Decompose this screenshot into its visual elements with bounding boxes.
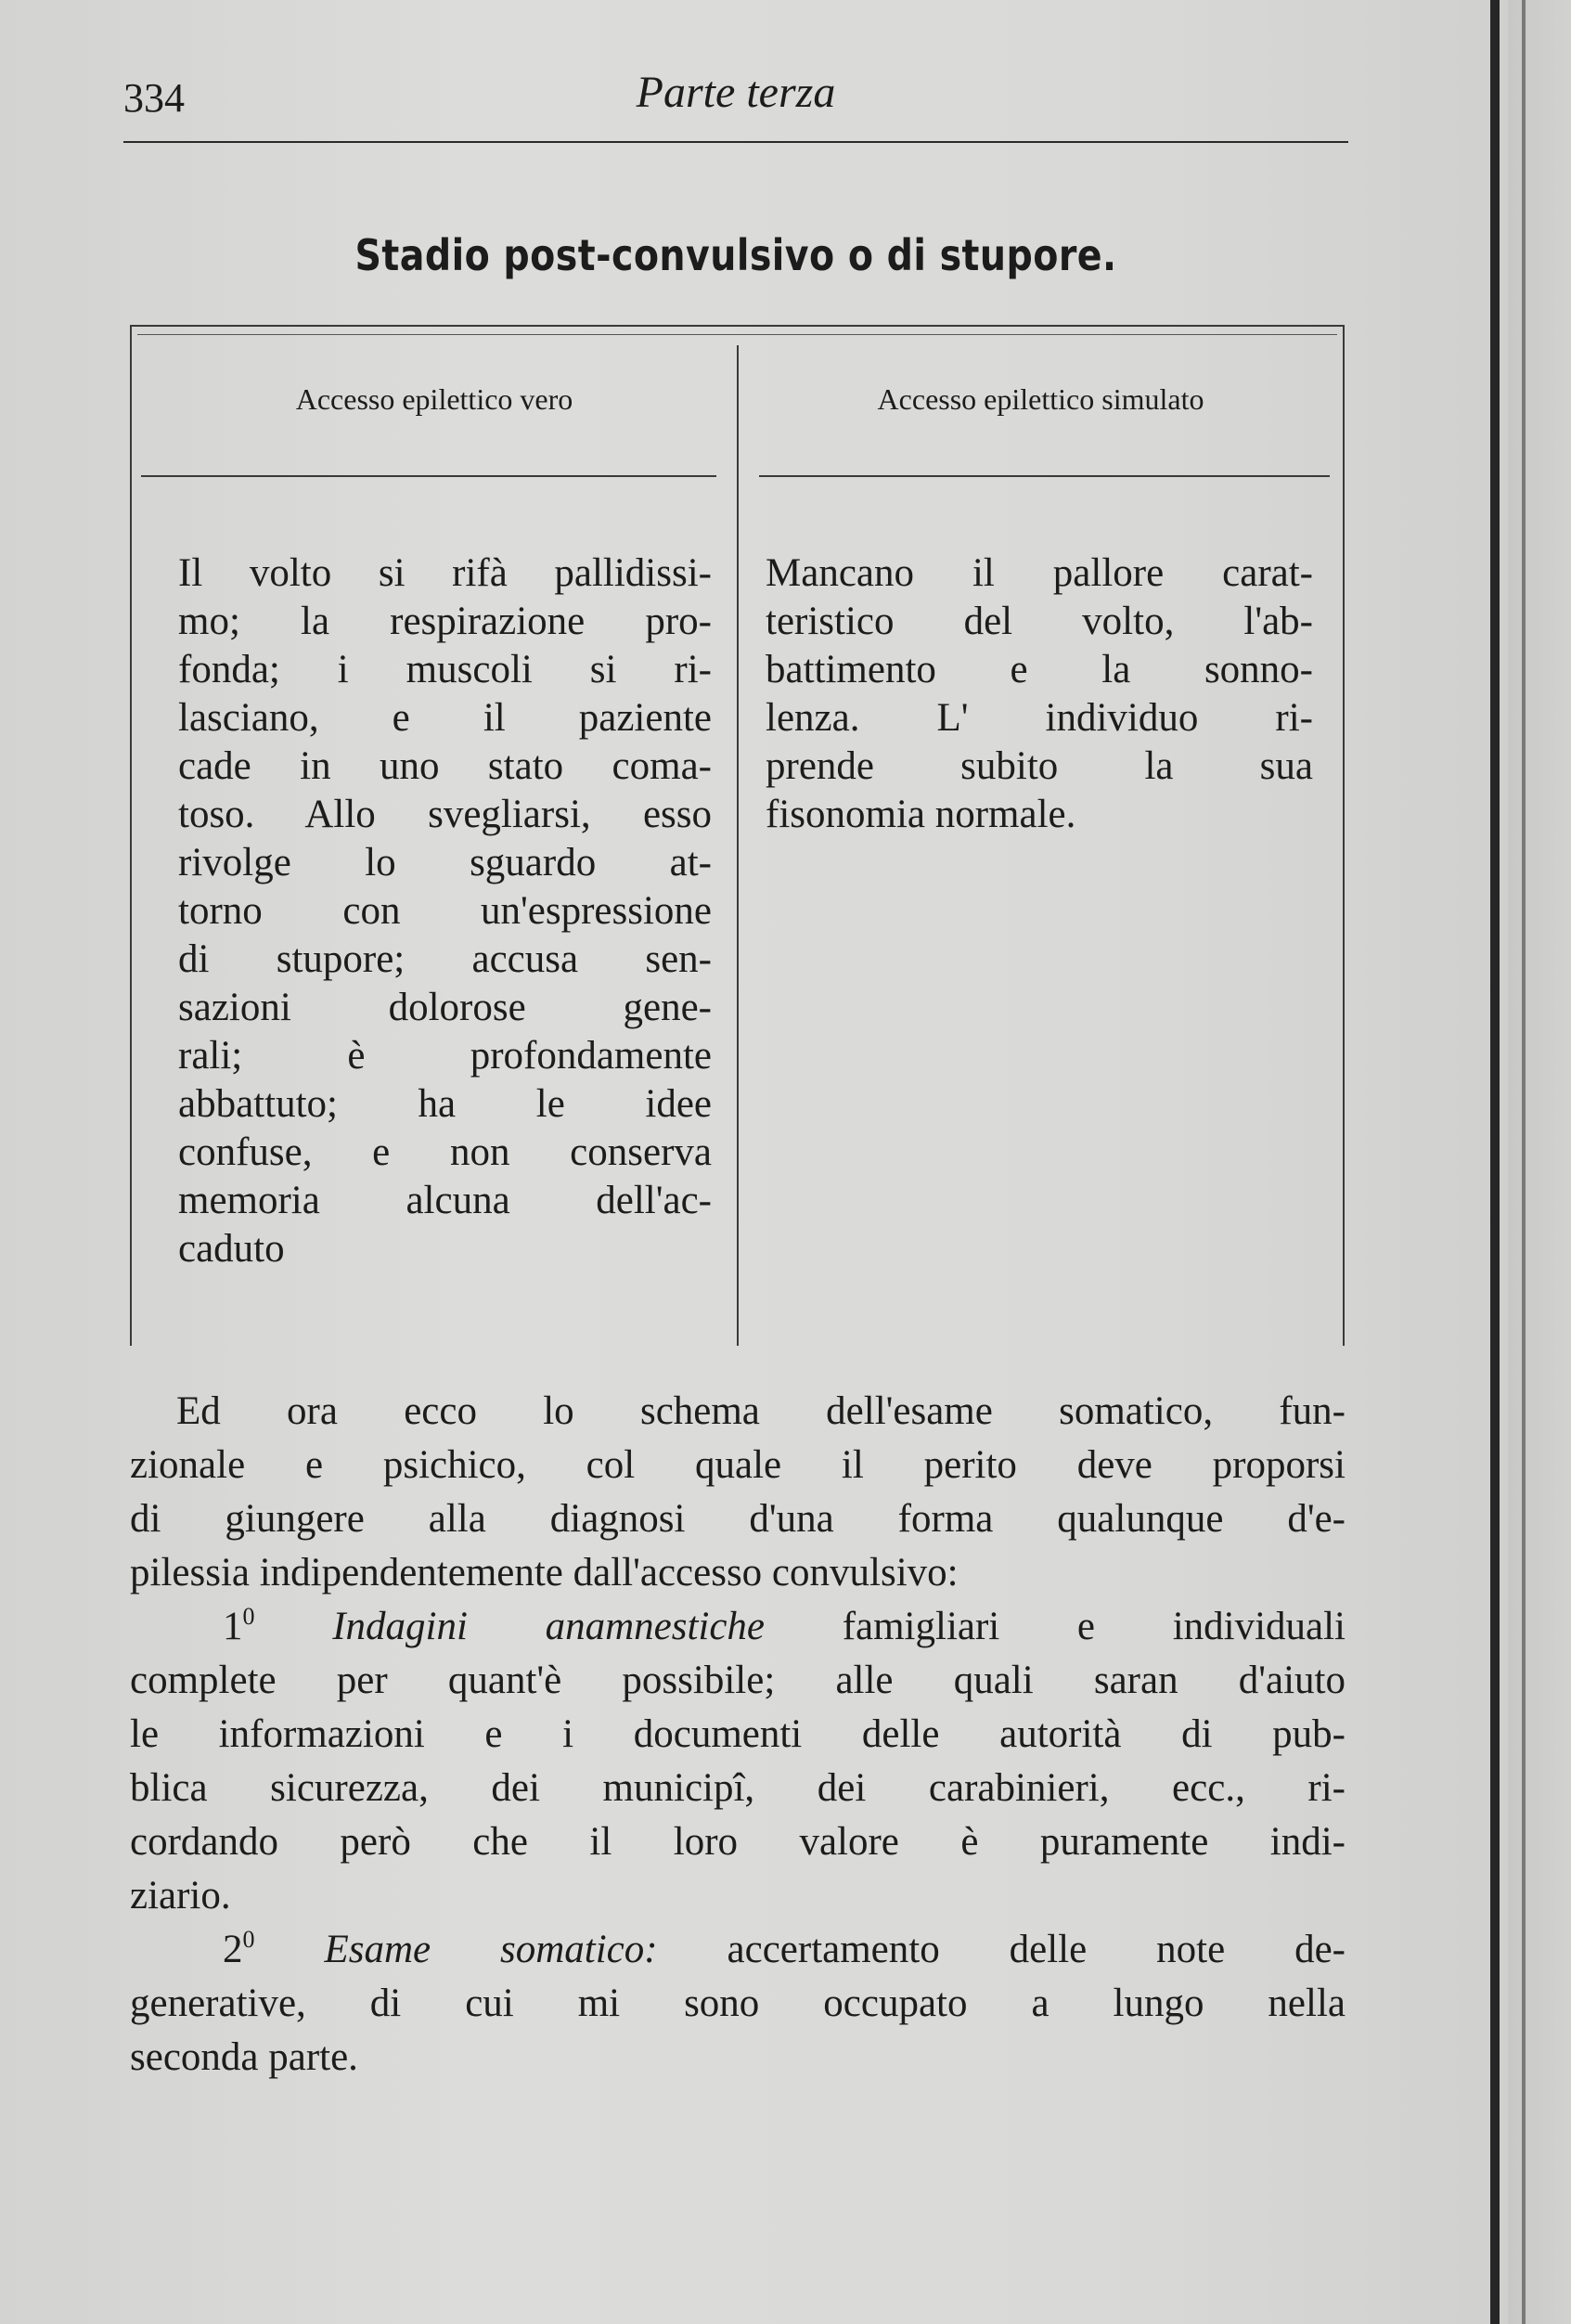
text-line: lenza. L' individuo ri- xyxy=(766,696,1313,740)
text-line: Ed ora ecco lo schema dell'esame somatico, fun- xyxy=(176,1389,1346,1433)
item-title: Esame somatico: xyxy=(324,1928,658,1971)
text-line: le informazioni e i documenti delle autorità di pub- xyxy=(130,1712,1346,1756)
text-line: pilessia indipendentemente dall'accesso convulsivo: xyxy=(130,1551,959,1595)
text-line: memoria alcuna dell'ac- xyxy=(178,1179,712,1222)
text-line: toso. Allo svegliarsi, esso xyxy=(178,793,712,836)
text-line: cade in uno stato coma- xyxy=(178,744,712,788)
page-gutter-shadow xyxy=(1490,0,1500,2324)
list-item-anamnestic xyxy=(130,1600,1346,1923)
text-line: mo; la respirazione pro- xyxy=(178,600,712,643)
text-line: complete per quant'è possibile; alle quali saran d'aiuto xyxy=(130,1659,1346,1702)
item-ordinal-mark: 0 xyxy=(242,1926,255,1953)
cell-simulated-seizure-description xyxy=(766,549,1313,839)
text-line: rali; è profondamente xyxy=(178,1034,712,1078)
col-heading-true-seizure: Accesso epilettico vero xyxy=(295,382,573,416)
list-item-somatic xyxy=(130,1923,1346,2085)
comparison-table xyxy=(130,325,1345,1346)
text-line: lasciano, e il paziente xyxy=(178,696,712,740)
text-line: battimento e la sonno- xyxy=(766,648,1313,691)
text-line: blica sicurezza, dei municipî, dei carabinieri, ecc., ri- xyxy=(130,1766,1346,1810)
column-divider xyxy=(737,345,739,1346)
text-line: generative, di cui mi sono occupato a lungo nella xyxy=(130,1982,1346,2025)
text-line: fisonomia normale. xyxy=(766,793,1076,836)
text-line: Mancano il pallore carat- xyxy=(766,551,1313,595)
page-margin xyxy=(1508,0,1571,2324)
page-number: 334 xyxy=(123,75,185,121)
text-line: di giungere alla diagnosi d'una forma qualunque d'e- xyxy=(130,1497,1346,1541)
body-text xyxy=(130,1385,1346,2085)
item-number: 1 xyxy=(223,1605,243,1648)
text-line: ziario. xyxy=(130,1874,231,1917)
text-line: fonda; i muscoli si ri- xyxy=(178,648,712,691)
text-line xyxy=(130,1923,1346,1977)
item-ordinal-mark: 0 xyxy=(242,1603,255,1630)
page-edge-line xyxy=(1522,0,1526,2324)
text-line: zionale e psichico, col quale il perito deve proporsi xyxy=(130,1443,1346,1487)
text-line: di stupore; accusa sen- xyxy=(178,937,712,981)
paragraph-intro xyxy=(130,1385,1346,1600)
item-text: accertamento delle note de- xyxy=(727,1928,1346,1971)
item-title: Indagini anamnestiche xyxy=(332,1605,766,1648)
text-line: caduto xyxy=(178,1227,285,1271)
text-line: cordando però che il loro valore è puramente indi- xyxy=(130,1820,1346,1864)
text-line: seconda parte. xyxy=(130,2035,358,2079)
text-line: prende subito la sua xyxy=(766,744,1313,788)
text-line: sazioni dolorose gene- xyxy=(178,986,712,1029)
section-title: Stadio post-convulsivo o di stupore. xyxy=(354,230,1117,280)
text-line: confuse, e non conserva xyxy=(178,1130,712,1174)
text-line: teristico del volto, l'ab- xyxy=(766,600,1313,643)
col-heading-simulated-seizure: Accesso epilettico simulato xyxy=(877,382,1204,416)
heading-rule-left xyxy=(141,475,716,477)
page-header xyxy=(123,67,1348,143)
text-line: abbattuto; ha le idee xyxy=(178,1082,712,1126)
item-number: 2 xyxy=(223,1928,243,1971)
cell-true-seizure-description xyxy=(178,549,712,1273)
text-line: Il volto si rifà pallidissi- xyxy=(178,551,712,595)
text-line xyxy=(130,1600,1346,1654)
text-line: rivolge lo sguardo at- xyxy=(178,841,712,884)
item-text: famigliari e individuali xyxy=(842,1605,1346,1648)
heading-rule-right xyxy=(759,475,1330,477)
running-head: Parte terza xyxy=(636,68,836,117)
text-line: torno con un'espressione xyxy=(178,889,712,933)
